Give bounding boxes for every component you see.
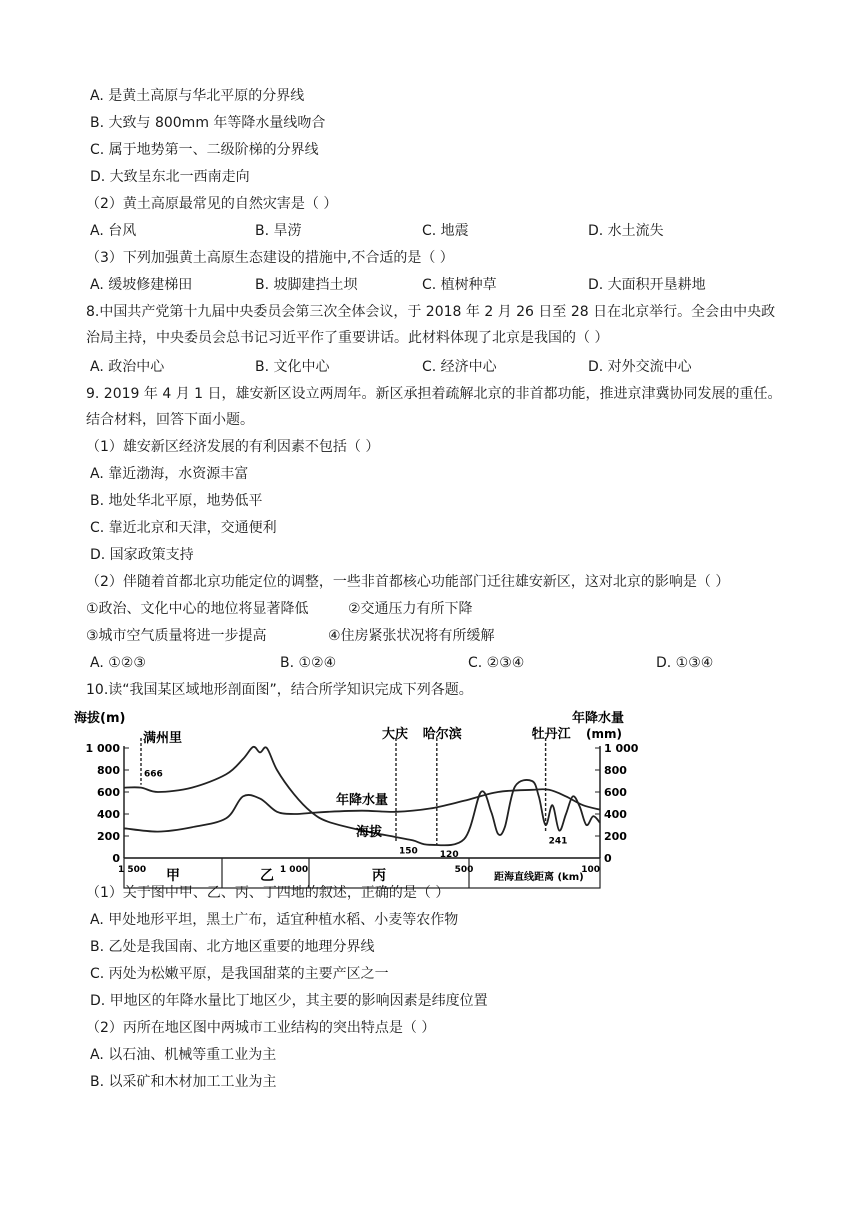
q9-1-option-a: A. 靠近渤海，水资源丰富 — [90, 466, 249, 482]
q9-2-items-row2 — [86, 626, 766, 646]
city-name: 哈尔滨 — [422, 727, 462, 742]
q7-3-options — [90, 275, 770, 295]
q8-options — [90, 357, 770, 377]
q7-option-d: D. 大致呈东北一西南走向 — [90, 169, 250, 185]
right-tick-label: 400 — [604, 808, 627, 821]
q7-2-stem: （2）黄土高原最常见的自然灾害是（ ） — [86, 196, 338, 212]
x-axis-label: 距海直线距离 (km) — [494, 872, 584, 883]
left-tick-label: 800 — [97, 764, 120, 777]
q10-2-option-a: A. 以石油、机械等重工业为主 — [90, 1047, 277, 1063]
left-tick-label: 600 — [97, 786, 120, 799]
q8-option-d: D. 对外交流中心 — [588, 359, 692, 375]
q9-stem: 9. 2019 年 4 月 1 日，雄安新区设立两周年。新区承担着疏解北京的非首都功能，推进京津冀协同发展的重任。结合材料，回答下面小题。 — [86, 386, 782, 428]
right-tick-label: 800 — [604, 764, 627, 777]
q9-2-option-d: D. ①③④ — [656, 655, 714, 671]
q9-1-stem: （1）雄安新区经济发展的有利因素不包括（ ） — [86, 439, 380, 455]
q7-3-stem: （3）下列加强黄土高原生态建设的措施中,不合适的是（ ） — [86, 250, 454, 266]
q7-2-option-d: D. 水土流失 — [588, 223, 664, 239]
q10-1-option-d: D. 甲地区的年降水量比丁地区少，其主要的影响因素是纬度位置 — [90, 993, 488, 1009]
series-label-elevation: 海拔 — [356, 825, 383, 840]
q10-1-option-a: A. 甲处地形平坦，黑土广布，适宜种植水稻、小麦等农作物 — [90, 912, 459, 928]
q9-1-option-b: B. 地处华北平原，地势低平 — [90, 493, 263, 509]
q10-1-stem: （1）关于图中甲、乙、丙、丁四地的叙述，正确的是（ ） — [86, 885, 450, 901]
right-tick-label: 1 000 — [604, 742, 639, 755]
right-y-ticks — [595, 742, 639, 865]
x-tick-label: 1 000 — [279, 865, 309, 875]
q7-2-options — [90, 221, 770, 241]
q8-stem: 8.中国共产党第十九届中央委员会第三次全体会议，于 2018 年 2 月 26 日至 28 日在北京举行。全会由中央政治局主持，中央委员会总书记习近平作了重要讲话。此材料体现了北京是我国的（ ） — [86, 304, 776, 346]
city-elevation-label: 666 — [144, 769, 163, 780]
q10-1-option-c: C. 丙处为松嫩平原，是我国甜菜的主要产区之一 — [90, 966, 389, 982]
city-elevation-label: 241 — [548, 836, 568, 847]
q10-2-stem: （2）丙所在地区图中两城市工业结构的突出特点是（ ） — [86, 1020, 436, 1036]
region-bing: 丙 — [372, 868, 386, 884]
left-tick-label: 0 — [112, 852, 120, 865]
terrain-profile-chart — [74, 708, 654, 894]
q9-2-item-2: ②交通压力有所下降 — [348, 601, 473, 617]
x-tick-label: 1 500 — [118, 865, 147, 875]
region-yi: 乙 — [260, 868, 274, 884]
q7-2-option-a: A. 台风 — [90, 223, 137, 239]
q7-3-option-a: A. 缓坡修建梯田 — [90, 277, 193, 293]
right-tick-label: 200 — [604, 830, 627, 843]
x-tick-label: 100 — [581, 865, 600, 875]
q7-2-option-c: C. 地震 — [422, 223, 469, 239]
q7-option-b: B. 大致与 800mm 年等降水量线吻合 — [90, 115, 326, 131]
q9-2-item-1: ①政治、文化中心的地位将显著降低 — [86, 601, 309, 617]
x-tick-label: 500 — [454, 865, 474, 875]
left-tick-label: 1 000 — [85, 742, 120, 755]
q9-2-option-a: A. ①②③ — [90, 655, 146, 671]
q9-2-stem: （2）伴随着首都北京功能定位的调整，一些非首都核心功能部门迁往雄安新区，这对北京的影响是（ ） — [86, 574, 730, 590]
q10-1-option-b: B. 乙处是我国南、北方地区重要的地理分界线 — [90, 939, 375, 955]
right-tick-label: 0 — [604, 852, 612, 865]
city-elevation-label: 150 — [399, 846, 418, 857]
q8-option-b: B. 文化中心 — [255, 359, 330, 375]
q9-2-option-b: B. ①②④ — [280, 655, 337, 671]
left-axis-label: 海拔(m) — [74, 711, 126, 726]
q7-3-option-c: C. 植树种草 — [422, 277, 497, 293]
region-jia: 甲 — [166, 868, 180, 884]
q9-2-item-4: ④住房紧张状况将有所缓解 — [328, 628, 495, 644]
q8-option-a: A. 政治中心 — [90, 359, 165, 375]
series-label-precipitation: 年降水量 — [336, 793, 389, 808]
q7-option-c: C. 属于地势第一、二级阶梯的分界线 — [90, 142, 319, 158]
q7-3-option-b: B. 坡脚建挡土坝 — [255, 277, 358, 293]
q7-option-a: A. 是黄土高原与华北平原的分界线 — [90, 88, 305, 104]
q9-2-item-3: ③城市空气质量将进一步提高 — [86, 628, 267, 644]
left-tick-label: 400 — [97, 808, 120, 821]
right-axis-unit: (mm) — [586, 727, 622, 741]
q7-2-option-b: B. 旱涝 — [255, 223, 302, 239]
city-elevation-label: 120 — [439, 849, 459, 860]
q9-2-option-c: C. ②③④ — [468, 655, 525, 671]
city-name: 大庆 — [382, 727, 409, 742]
q8-option-c: C. 经济中心 — [422, 359, 497, 375]
city-name: 牡丹江 — [531, 727, 571, 742]
q9-2-options — [90, 653, 790, 673]
q10-stem: 10.读“我国某区域地形剖面图”，结合所学知识完成下列各题。 — [86, 682, 473, 698]
right-axis-label: 年降水量 — [572, 711, 625, 726]
right-tick-label: 600 — [604, 786, 627, 799]
left-y-ticks — [86, 742, 129, 865]
q9-1-option-d: D. 国家政策支持 — [90, 547, 194, 563]
q9-1-option-c: C. 靠近北京和天津，交通便利 — [90, 520, 277, 536]
left-tick-label: 200 — [97, 830, 120, 843]
q10-2-option-b: B. 以采矿和木材加工工业为主 — [90, 1074, 277, 1090]
city-name: 满州里 — [143, 731, 183, 746]
q9-2-items-row1 — [86, 599, 766, 619]
q7-3-option-d: D. 大面积开垦耕地 — [588, 277, 706, 293]
